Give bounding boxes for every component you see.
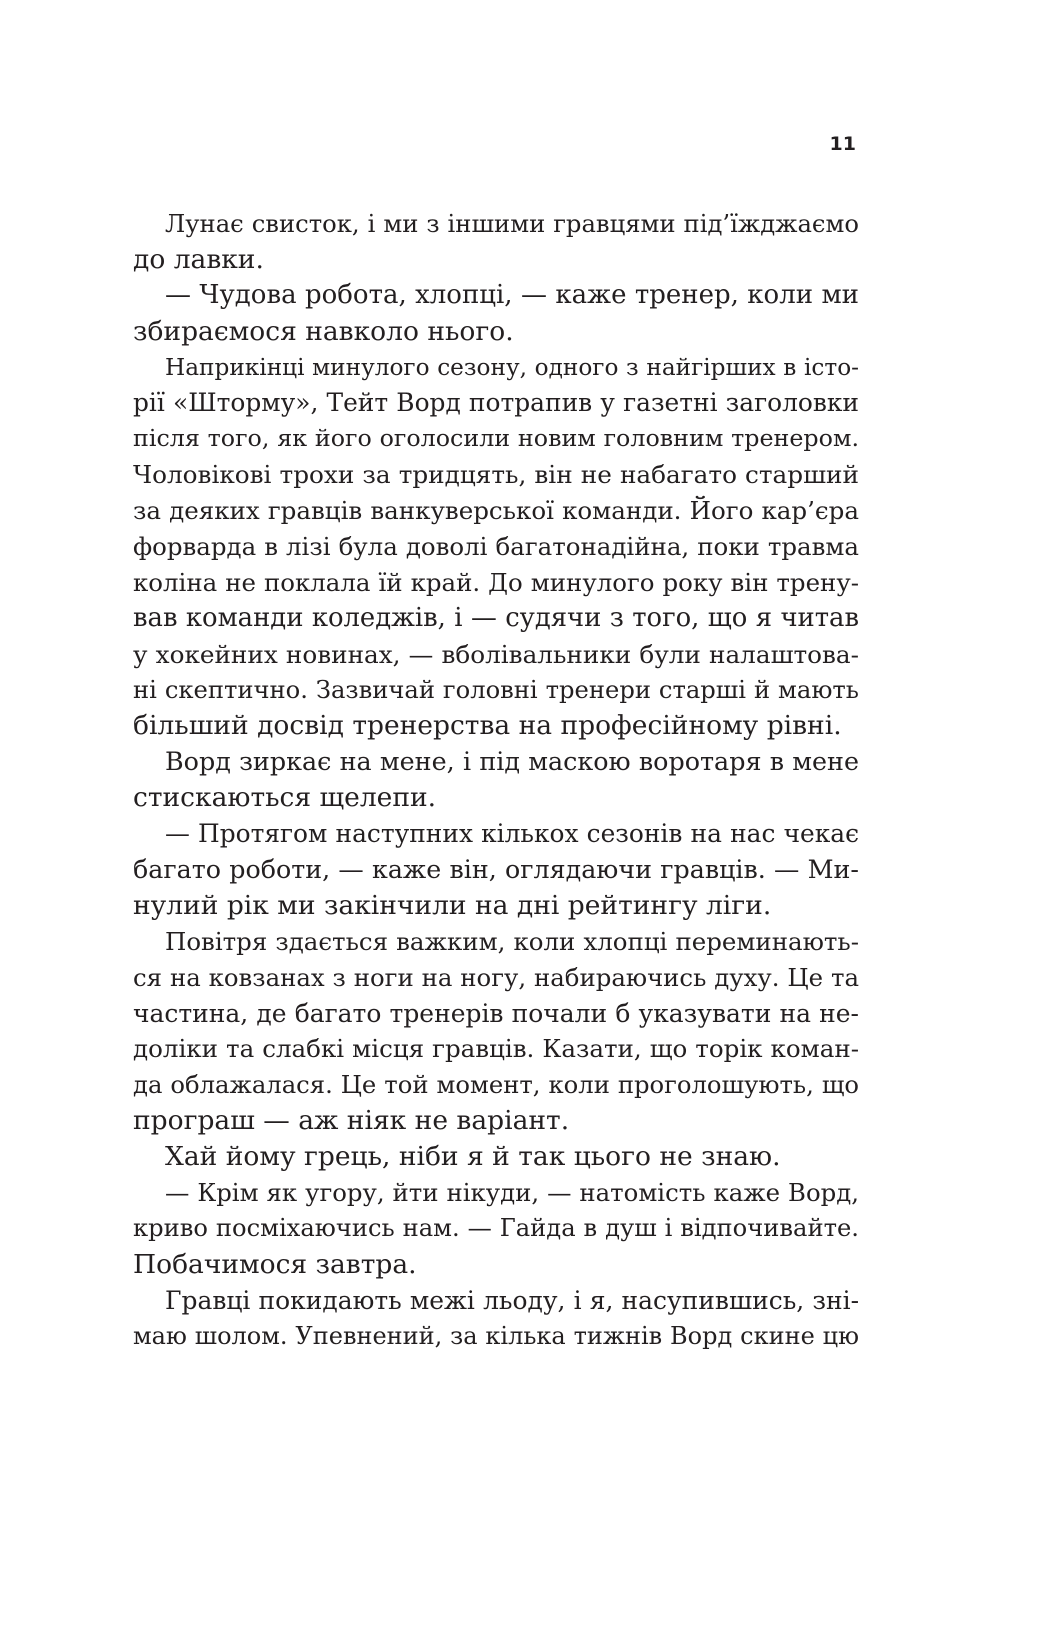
text-line: збираємося навколо нього.: [133, 315, 514, 347]
body-text: [133, 206, 859, 1355]
text-line: Ворд зиркає на мене, і під маскою воротаря в мене: [165, 746, 859, 777]
text-line: за деяких гравців ванкуверської команди. Його кар’єра: [133, 496, 859, 526]
text-line: да облажалася. Це той момент, коли проголошують, що: [133, 1070, 859, 1100]
text-line: нулий рік ми закінчили на дні рейтингу ліги.: [133, 889, 772, 921]
text-line: доліки та слабкі місця гравців. Казати, що торік коман-: [133, 1034, 859, 1064]
text-line: коліна не поклала їй край. До минулого року він трену-: [133, 567, 859, 597]
page-number: 11: [829, 133, 856, 155]
text-line: ні скептично. Зазвичай головні тренери старші й мають: [133, 675, 859, 704]
text-line: більший досвід тренерства на професійному рівні.: [133, 710, 842, 742]
text-line: програш — аж ніяк не варіант.: [133, 1105, 570, 1137]
text-line: Побачимося завтра.: [133, 1248, 417, 1280]
text-line: після того, як його оголосили новим головним тренером.: [133, 424, 859, 453]
text-line: Гравці покидають межі льоду, і я, насупившись, зні-: [165, 1285, 859, 1315]
text-line: рії «Шторму», Тейт Ворд потрапив у газетні заголовки: [133, 388, 859, 418]
text-line: маю шолом. Упевнений, за кілька тижнів Ворд скине цю: [133, 1321, 859, 1350]
text-line: багато роботи, — каже він, оглядаючи гравців. — Ми-: [133, 854, 859, 885]
text-line: криво посміхаючись нам. — Гайда в душ і відпочивайте.: [133, 1213, 859, 1242]
text-line: — Чудова робота, хлопці, — каже тренер, коли ми: [165, 279, 859, 310]
text-line: Наприкінці минулого сезону, одного з найгірших в істо-: [165, 353, 859, 381]
text-line: вав команди коледжів, і — судячи з того, що я читав: [133, 602, 859, 633]
text-line: Чоловікові трохи за тридцять, він не набагато старший: [133, 460, 859, 490]
text-line: Повітря здається важким, коли хлопці переминають-: [165, 926, 859, 956]
text-line: Хай йому грець, ніби я й так цього не знаю.: [165, 1141, 781, 1173]
text-line: ся на ковзанах з ноги на ногу, набираючись духу. Це та: [133, 962, 859, 992]
text-line: частина, де багато тренерів почали б указувати на не-: [133, 998, 859, 1028]
text-line: до лавки.: [133, 243, 264, 275]
text-line: — Протягом наступних кількох сезонів на нас чекає: [165, 819, 859, 849]
text-line: у хокейних новинах, — вболівальники були налаштова-: [133, 639, 859, 669]
text-line: форварда в лізі була доволі багатонадійна, поки травма: [133, 532, 859, 562]
text-line: стискаються щелепи.: [133, 782, 437, 814]
text-line: — Крім як угору, йти нікуди, — натомість каже Ворд,: [165, 1178, 859, 1208]
text-line: Лунає свисток, і ми з іншими гравцями під’їжджаємо: [165, 209, 859, 238]
